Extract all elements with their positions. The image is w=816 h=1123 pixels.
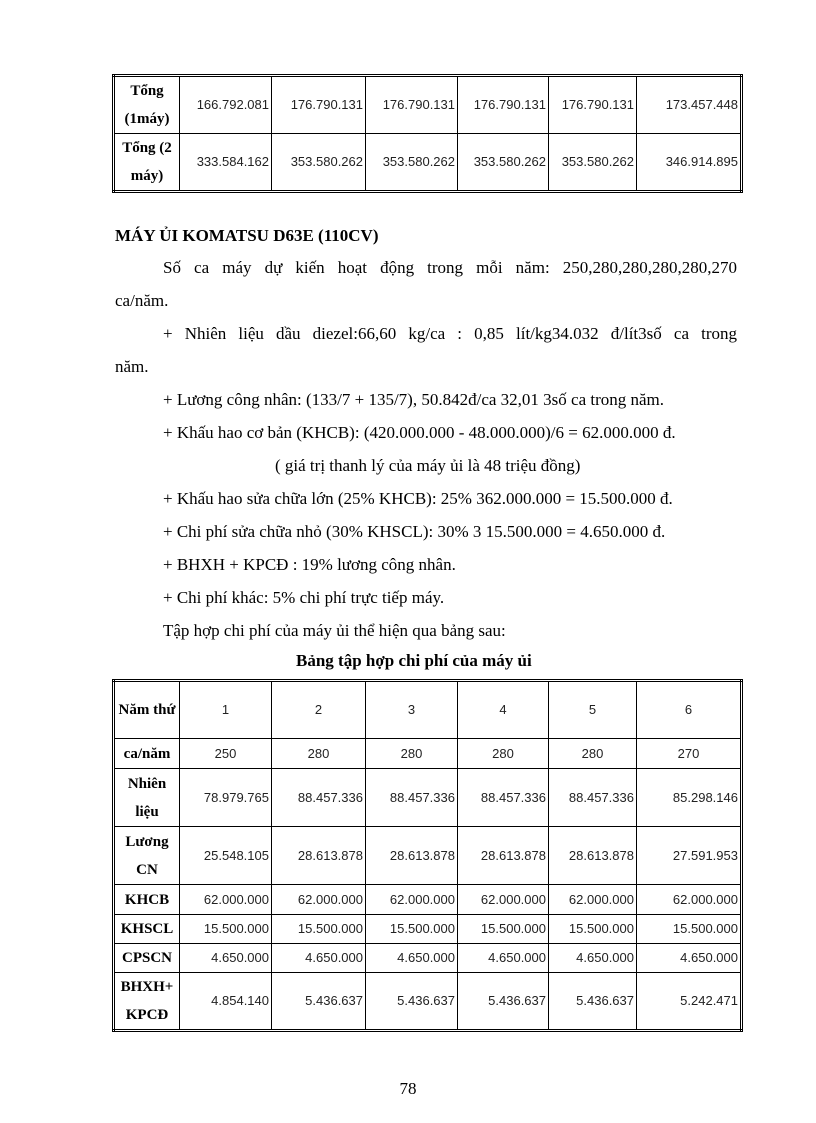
table-row: [114, 915, 742, 944]
column-header: 6: [637, 681, 742, 739]
table-cell: 15.500.000: [458, 915, 549, 944]
table-cell: 353.580.262: [549, 134, 637, 192]
table-cell: 280: [366, 739, 458, 769]
table-row: [114, 739, 742, 769]
row-label: Lương CN: [114, 827, 180, 885]
table-cell: 28.613.878: [272, 827, 366, 885]
table-row: [114, 973, 742, 1031]
table-cell: 5.436.637: [272, 973, 366, 1031]
table-cell: 5.436.637: [458, 973, 549, 1031]
paragraph-fuel: + Nhiên liệu dầu diezel:66,60 kg/ca : 0,85 lít/kg34.032 đ/lít3số ca trong: [163, 324, 737, 343]
table-cell: 15.500.000: [180, 915, 272, 944]
row-label: Nhiên liệu: [114, 769, 180, 827]
total-cost-table: [112, 74, 743, 193]
table-cell: 176.790.131: [272, 76, 366, 134]
table-row: [114, 769, 742, 827]
table-row: [114, 827, 742, 885]
table-cell: 353.580.262: [458, 134, 549, 192]
column-header: 1: [180, 681, 272, 739]
row-label: ca/năm: [114, 739, 180, 769]
table-cell: 280: [272, 739, 366, 769]
paragraph-depreciation: + Khấu hao cơ bản (KHCB): (420.000.000 - 48.000.000)/6 = 62.000.000 đ.: [163, 423, 676, 442]
table-cell: 62.000.000: [272, 885, 366, 915]
table-cell: 353.580.262: [272, 134, 366, 192]
row-label: Tổng (1máy): [114, 76, 180, 134]
table-cell: 25.548.105: [180, 827, 272, 885]
table-cell: 28.613.878: [366, 827, 458, 885]
row-label: KHCB: [114, 885, 180, 915]
table-cell: 27.591.953: [637, 827, 742, 885]
table-cell: 5.436.637: [549, 973, 637, 1031]
table-cell: 176.790.131: [458, 76, 549, 134]
table-cell: 15.500.000: [272, 915, 366, 944]
header-label: Năm thứ: [114, 681, 180, 739]
table-caption: Bảng tập hợp chi phí của máy ủi: [296, 651, 532, 670]
table-cell: 62.000.000: [180, 885, 272, 915]
section-heading: MÁY ỦI KOMATSU D63E (110CV): [115, 226, 379, 245]
table-cell: 88.457.336: [366, 769, 458, 827]
table-cell: 4.650.000: [366, 944, 458, 973]
table-cell: 78.979.765: [180, 769, 272, 827]
column-header: 3: [366, 681, 458, 739]
paragraph-wages: + Lương công nhân: (133/7 + 135/7), 50.842đ/ca 32,01 3số ca trong năm.: [163, 390, 665, 409]
table-cell: 333.584.162: [180, 134, 272, 192]
table-cell: 4.650.000: [637, 944, 742, 973]
row-label: Tổng (2 máy): [114, 134, 180, 192]
table-cell: 280: [549, 739, 637, 769]
row-label: KHSCL: [114, 915, 180, 944]
page-number: 78: [399, 1079, 417, 1098]
table-cell: 15.500.000: [637, 915, 742, 944]
paragraph-fuel-cont: năm.: [115, 357, 149, 376]
table-cell: 4.650.000: [458, 944, 549, 973]
row-label: CPSCN: [114, 944, 180, 973]
row-label: BHXH+ KPCĐ: [114, 973, 180, 1031]
paragraph-other-costs: + Chi phí khác: 5% chi phí trực tiếp máy.: [163, 588, 445, 607]
table-cell: 85.298.146: [637, 769, 742, 827]
table-cell: 176.790.131: [549, 76, 637, 134]
table-cell: 15.500.000: [549, 915, 637, 944]
table-cell: 88.457.336: [272, 769, 366, 827]
table-row: [114, 76, 742, 134]
column-header: 4: [458, 681, 549, 739]
table-cell: 62.000.000: [637, 885, 742, 915]
table-row: [114, 134, 742, 192]
table-cell: 88.457.336: [549, 769, 637, 827]
table-cell: 173.457.448: [637, 76, 742, 134]
column-header: 5: [549, 681, 637, 739]
paragraph-minor-repair: + Chi phí sửa chữa nhỏ (30% KHSCL): 30% 3 15.500.000 = 4.650.000 đ.: [163, 522, 666, 541]
table-cell: 4.650.000: [272, 944, 366, 973]
table-cell: 15.500.000: [366, 915, 458, 944]
paragraph-machine-shifts-cont: ca/năm.: [115, 291, 169, 310]
paragraph-salvage-note: ( giá trị thanh lý của máy ủi là 48 triệu đồng): [275, 456, 581, 475]
table-cell: 166.792.081: [180, 76, 272, 134]
table-cell: 353.580.262: [366, 134, 458, 192]
column-header: 2: [272, 681, 366, 739]
table-cell: 62.000.000: [366, 885, 458, 915]
paragraph-table-intro: Tập hợp chi phí của máy ủi thể hiện qua bảng sau:: [163, 621, 506, 640]
table-cell: 270: [637, 739, 742, 769]
table-row: [114, 944, 742, 973]
table-cell: 280: [458, 739, 549, 769]
table-cell: 4.650.000: [180, 944, 272, 973]
paragraph-machine-shifts: Số ca máy dự kiến hoạt động trong mỗi năm: 250,280,280,280,280,270: [163, 258, 737, 277]
table-cell: 4.854.140: [180, 973, 272, 1031]
table-cell: 62.000.000: [549, 885, 637, 915]
table-cell: 176.790.131: [366, 76, 458, 134]
table-cell: 4.650.000: [549, 944, 637, 973]
bulldozer-cost-table: [112, 679, 743, 1032]
table-cell: 28.613.878: [549, 827, 637, 885]
table-cell: 28.613.878: [458, 827, 549, 885]
table-cell: 5.436.637: [366, 973, 458, 1031]
table-cell: 88.457.336: [458, 769, 549, 827]
paragraph-major-repair: + Khấu hao sửa chữa lớn (25% KHCB): 25% 362.000.000 = 15.500.000 đ.: [163, 489, 673, 508]
table-header-row: [114, 681, 742, 739]
table-cell: 62.000.000: [458, 885, 549, 915]
paragraph-insurance: + BHXH + KPCĐ : 19% lương công nhân.: [163, 555, 456, 574]
table-row: [114, 885, 742, 915]
table-cell: 250: [180, 739, 272, 769]
table-cell: 5.242.471: [637, 973, 742, 1031]
table-cell: 346.914.895: [637, 134, 742, 192]
